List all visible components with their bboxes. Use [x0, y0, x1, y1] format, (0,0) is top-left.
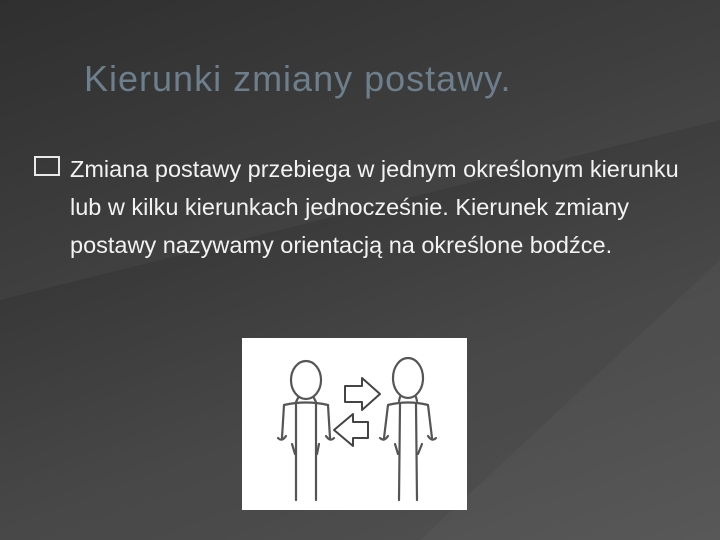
stick-figure-left-icon [278, 361, 334, 500]
illustration [242, 338, 467, 510]
arrow-left-icon [334, 414, 368, 446]
bullet-text: Zmiana postawy przebiega w jednym określonym kierunku lub w kilku kierunkach jednocześnie. Kierunek zmiany postawy nazywamy orientacją na określone bodźce. [70, 156, 679, 258]
bullet-list [34, 150, 694, 264]
arrow-right-icon [345, 378, 380, 410]
slide-title: Kierunki zmiany postawy. [84, 58, 512, 99]
square-bullet-icon [34, 156, 60, 176]
list-item [34, 150, 694, 264]
stick-figure-right-icon [380, 358, 436, 500]
